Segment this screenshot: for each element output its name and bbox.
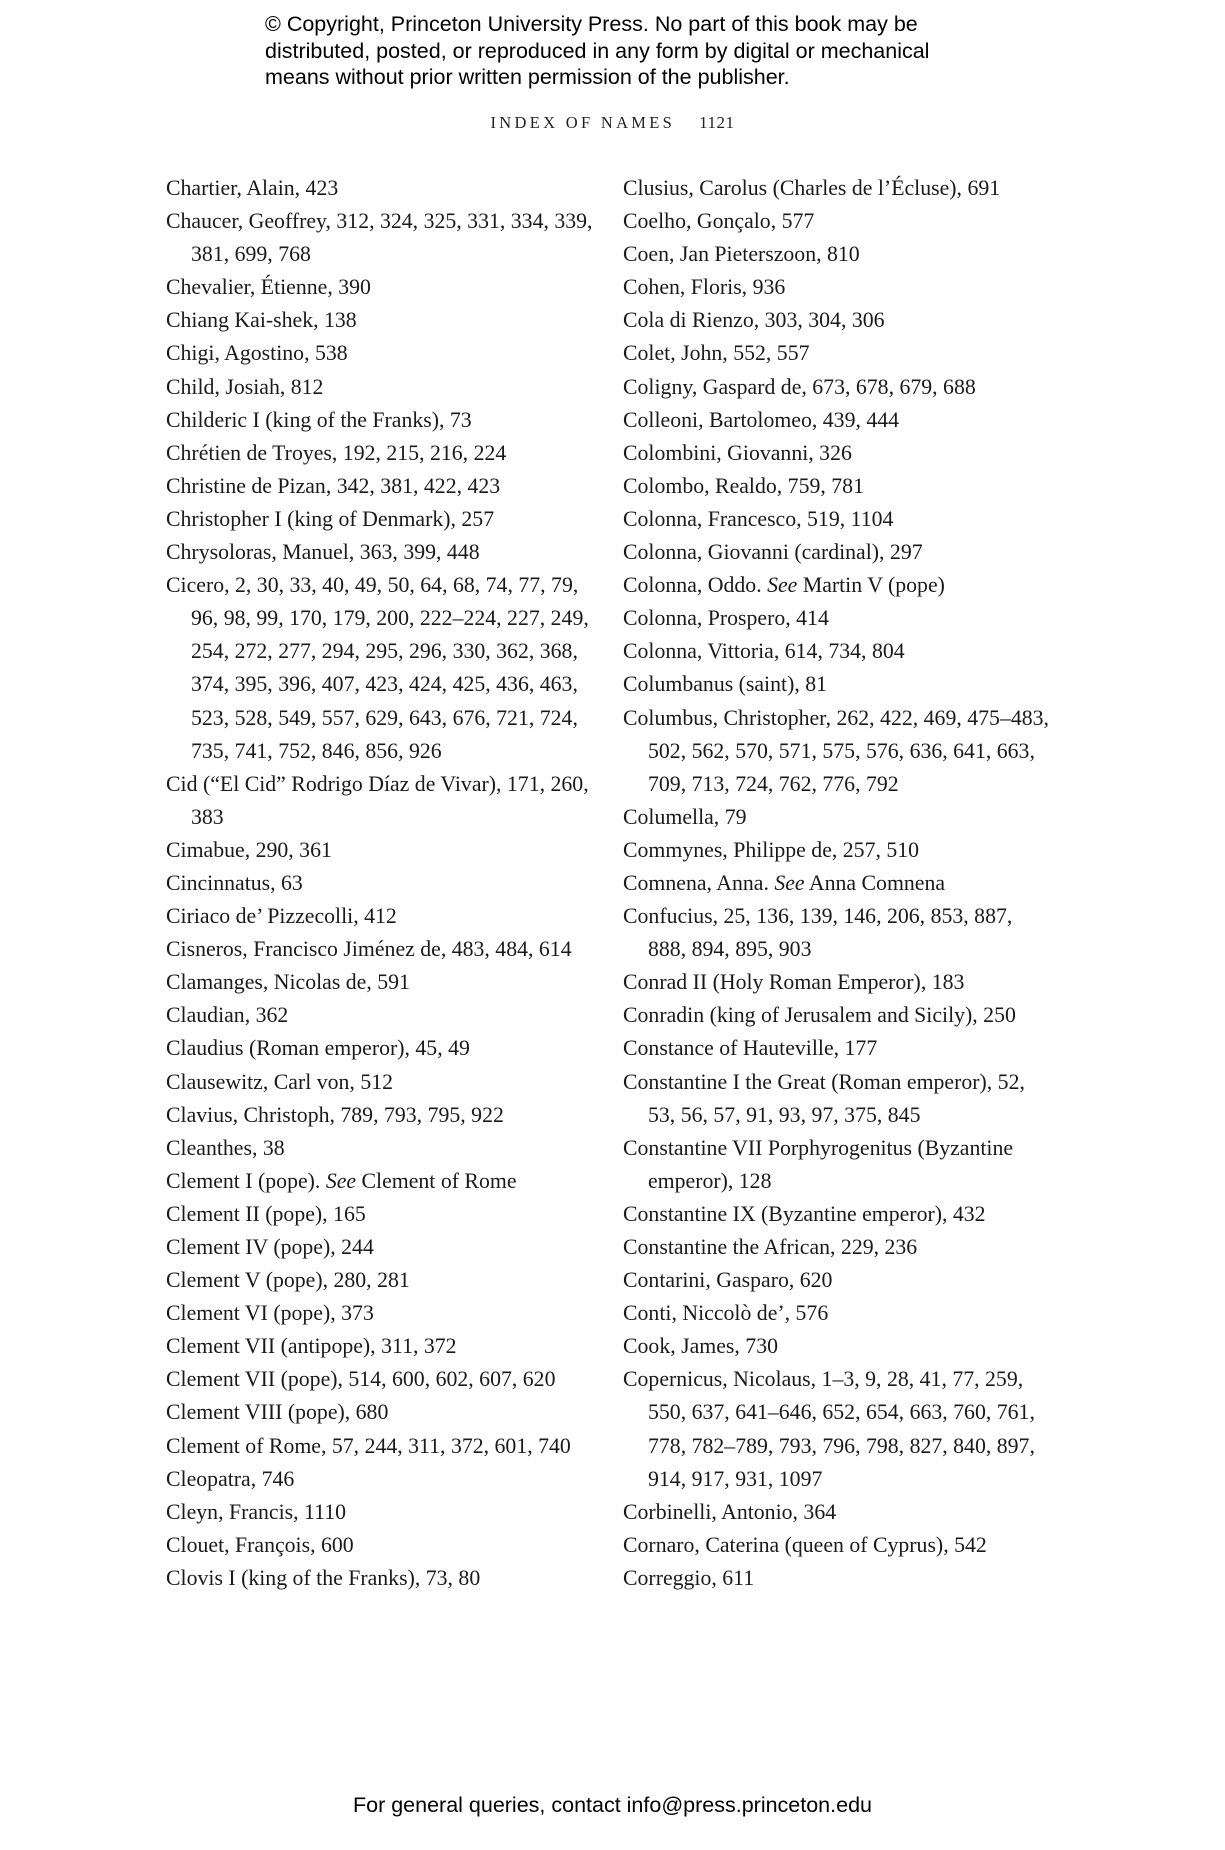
index-entry: [623, 404, 1053, 437]
index-entry: [623, 337, 1053, 370]
index-entry: [166, 1231, 596, 1264]
index-entry: [623, 304, 1053, 337]
index-entry-text: Chartier, Alain, 423: [166, 176, 339, 200]
index-entry: [623, 834, 1053, 867]
copyright-notice: [265, 11, 1025, 91]
index-entry-text: Childeric I (king of the Franks), 73: [166, 407, 472, 432]
index-entry-text: Clamanges, Nicolas de, 591: [166, 970, 410, 995]
index-entry: [623, 801, 1053, 834]
index-entry: [623, 569, 1053, 602]
index-entry-text: Cleopatra, 746: [166, 1466, 295, 1491]
index-entry: [166, 304, 596, 337]
index-entry: [623, 437, 1053, 470]
index-entry-text: Contarini, Gasparo, 620: [623, 1268, 833, 1293]
index-entry-text: Clement I (pope).: [166, 1168, 321, 1193]
index-entry-text: Comnena, Anna.: [623, 870, 769, 895]
index-entry: [623, 966, 1053, 999]
index-column-right: [623, 172, 1053, 1595]
index-entry: [166, 172, 596, 205]
index-entry: [166, 1330, 596, 1363]
index-entry-text: Clement VII (antipope), 311, 372: [166, 1334, 457, 1359]
index-entry: [623, 205, 1053, 238]
index-entry: [623, 668, 1053, 701]
index-entry: [166, 1032, 596, 1065]
index-entry: [623, 1529, 1053, 1562]
index-entry-text: Clusius, Carolus (Charles de l’Écluse), 691: [623, 176, 1001, 200]
index-entry: [623, 1132, 1053, 1198]
index-entry-text: Conrad II (Holy Roman Emperor), 183: [623, 970, 965, 995]
index-entry-text: Colonna, Prospero, 414: [623, 606, 829, 631]
index-entry: [166, 1463, 596, 1496]
index-entry: [623, 1330, 1053, 1363]
index-entry-text: Cisneros, Francisco Jiménez de, 483, 484, 614: [166, 937, 572, 962]
index-entry-text: Correggio, 611: [623, 1565, 755, 1590]
index-entry: [166, 1066, 596, 1099]
index-entry-text: Chrysoloras, Manuel, 363, 399, 448: [166, 540, 480, 565]
see-reference: See: [325, 1168, 357, 1193]
index-entry: [166, 768, 596, 834]
index-entry: [166, 271, 596, 304]
index-entry: [166, 337, 596, 370]
index-entry: [623, 1496, 1053, 1529]
index-entry: [166, 404, 596, 437]
index-entry-text: Christopher I (king of Denmark), 257: [166, 506, 495, 531]
index-entry: [623, 503, 1053, 536]
index-entry-text: Confucius, 25, 136, 139, 146, 206, 853, 887, 888, 894, 895, 903: [623, 904, 1013, 962]
index-entry-text: Cook, James, 730: [623, 1334, 778, 1359]
index-entry-text: Columbanus (saint), 81: [623, 672, 828, 697]
index-entry-text: Clouet, François, 600: [166, 1532, 354, 1557]
index-entry: [166, 1430, 596, 1463]
running-head-title: INDEX OF NAMES: [490, 113, 676, 132]
index-entry-text: Columbus, Christopher, 262, 422, 469, 475–483, 502, 562, 570, 571, 575, 576, 636, 641, 663, 709, 713, 724, 762, 776, 792: [623, 705, 1049, 796]
index-entry-text: Claudius (Roman emperor), 45, 49: [166, 1036, 470, 1061]
index-entry-text: Conradin (king of Jerusalem and Sicily), 250: [623, 1003, 1016, 1028]
index-entry-text: Chaucer, Geoffrey, 312, 324, 325, 331, 334, 339, 381, 699, 768: [166, 209, 593, 267]
index-entry: [623, 238, 1053, 271]
index-entry: [166, 437, 596, 470]
index-entry-text: Colonna, Oddo.: [623, 573, 762, 598]
index-entry-text: Chiang Kai-shek, 138: [166, 308, 357, 333]
index-entry-text: Colonna, Giovanni (cardinal), 297: [623, 540, 923, 565]
footer-contact: For general queries, contact info@press.princeton.edu: [352, 1793, 872, 1817]
index-entry-text: Cincinnatus, 63: [166, 870, 303, 895]
index-entry: [166, 536, 596, 569]
index-entry-text: Chigi, Agostino, 538: [166, 341, 348, 366]
index-entry: [166, 470, 596, 503]
index-entry: [166, 999, 596, 1032]
index-entry: [166, 966, 596, 999]
copyright-line: distributed, posted, or reproduced in any form by digital or mechanical: [265, 38, 930, 63]
index-entry-text: Columella, 79: [623, 804, 747, 829]
index-entry: [166, 1496, 596, 1529]
index-entry-text: Constantine VII Porphyrogenitus (Byzantine emperor), 128: [623, 1135, 1014, 1193]
index-entry-text: Chevalier, Étienne, 390: [166, 275, 371, 300]
index-entry-text: Constantine the African, 229, 236: [623, 1235, 918, 1259]
index-entry: [166, 867, 596, 900]
index-entry: [623, 1066, 1053, 1132]
index-entry-text: Corbinelli, Antonio, 364: [623, 1499, 837, 1524]
index-entry-text: Cicero, 2, 30, 33, 40, 49, 50, 64, 68, 74, 77, 79, 96, 98, 99, 170, 179, 200, 222–224, 227, 249, 254, 272, 277, 294, 295, 296, 330, 362, 368, 374, 395, 396, 407, 423, 424, 425, 436, 463, 523, 528, 549, 557, 629, 643, 676, 721, 724, 735, 741, 752, 846, 856, 926: [166, 573, 589, 763]
index-entry: [166, 1198, 596, 1231]
index-entry-text: Colombini, Giovanni, 326: [623, 440, 852, 465]
index-entry: [623, 371, 1053, 404]
index-entry-text: Clavius, Christoph, 789, 793, 795, 922: [166, 1102, 504, 1127]
index-entry: [166, 1396, 596, 1429]
index-entry-text: Commynes, Philippe de, 257, 510: [623, 837, 920, 862]
index-entry-text: Clement VII (pope), 514, 600, 602, 607, 620: [166, 1367, 556, 1392]
index-entry-text: Constantine IX (Byzantine emperor), 432: [623, 1201, 986, 1226]
index-entry-text: Claudian, 362: [166, 1003, 289, 1028]
index-entry: [623, 470, 1053, 503]
see-target: Clement of Rome: [361, 1168, 517, 1193]
index-entry-text: Clausewitz, Carl von, 512: [166, 1069, 394, 1094]
index-entry: [623, 1363, 1053, 1495]
see-reference: See: [767, 573, 798, 598]
index-entry: [623, 702, 1053, 801]
index-entry-text: Cimabue, 290, 361: [166, 837, 332, 862]
index-entry: [623, 867, 1053, 900]
index-entry-text: Clement V (pope), 280, 281: [166, 1268, 410, 1293]
index-entry: [623, 999, 1053, 1032]
index-entry: [166, 371, 596, 404]
see-target: Anna Comnena: [808, 870, 946, 895]
index-entry-text: Coligny, Gaspard de, 673, 678, 679, 688: [623, 374, 976, 399]
index-entry-text: Copernicus, Nicolaus, 1–3, 9, 28, 41, 77, 259, 550, 637, 641–646, 652, 654, 663, 760, 761, 778, 782–789, 793, 796, 798, 827, 840, 897, 914, 917, 931, 1097: [623, 1367, 1035, 1491]
index-entry: [166, 933, 596, 966]
index-entry: [166, 834, 596, 867]
index-entry-text: Cohen, Floris, 936: [623, 275, 786, 300]
index-entry-text: Colonna, Vittoria, 614, 734, 804: [623, 639, 905, 664]
index-entry: [623, 1264, 1053, 1297]
index-column-left: [166, 172, 596, 1595]
index-entry-text: Cleanthes, 38: [166, 1135, 285, 1160]
index-entry-text: Clement II (pope), 165: [166, 1201, 366, 1226]
index-entry-text: Constantine I the Great (Roman emperor), 52, 53, 56, 57, 91, 93, 97, 375, 845: [623, 1069, 1025, 1127]
index-entry: [623, 1032, 1053, 1065]
index-entry-text: Colonna, Francesco, 519, 1104: [623, 506, 894, 531]
index-entry-text: Constance of Hauteville, 177: [623, 1036, 878, 1061]
index-entry-text: Clovis I (king of the Franks), 73, 80: [166, 1565, 481, 1590]
see-reference: See: [774, 870, 805, 895]
index-entry-text: Christine de Pizan, 342, 381, 422, 423: [166, 473, 501, 498]
index-entry-text: Colleoni, Bartolomeo, 439, 444: [623, 407, 900, 432]
copyright-line: means without prior written permission of the publisher.: [265, 65, 790, 89]
index-entry-text: Conti, Niccolò de’, 576: [623, 1301, 829, 1326]
index-entry: [166, 900, 596, 933]
index-entry: [623, 602, 1053, 635]
index-entry: [166, 1165, 596, 1198]
see-target: Martin V (pope): [802, 573, 945, 598]
index-entry: [166, 205, 596, 271]
index-entry: [623, 1297, 1053, 1330]
index-entry-text: Child, Josiah, 812: [166, 374, 324, 399]
index-entry: [166, 569, 596, 768]
index-entry: [166, 1264, 596, 1297]
index-entry-text: Coelho, Gonçalo, 577: [623, 209, 815, 234]
index-entry-text: Coen, Jan Pieterszoon, 810: [623, 242, 860, 267]
index-entry-text: Cid (“El Cid” Rodrigo Díaz de Vivar), 171, 260, 383: [166, 771, 589, 829]
running-head: [0, 113, 1225, 133]
index-entry: [623, 900, 1053, 966]
index-entry: [623, 1231, 1053, 1264]
index-entry-text: Ciriaco de’ Pizzecolli, 412: [166, 904, 397, 929]
index-entry-text: Clement VI (pope), 373: [166, 1301, 374, 1326]
index-entry: [166, 1297, 596, 1330]
copyright-line: © Copyright, Princeton University Press. No part of this book may be: [265, 12, 918, 36]
index-entry: [623, 635, 1053, 668]
index-entry-text: Clement IV (pope), 244: [166, 1235, 374, 1259]
index-entry-text: Chrétien de Troyes, 192, 215, 216, 224: [166, 440, 507, 465]
index-entry-text: Cola di Rienzo, 303, 304, 306: [623, 308, 885, 333]
index-entry: [166, 1529, 596, 1562]
index-entry-text: Clement VIII (pope), 680: [166, 1400, 389, 1425]
index-entry: [166, 503, 596, 536]
index-entry: [166, 1132, 596, 1165]
index-entry: [623, 536, 1053, 569]
index-entry: [166, 1562, 596, 1595]
index-entry: [623, 1562, 1053, 1595]
index-entry: [623, 271, 1053, 304]
index-entry-text: Cornaro, Caterina (queen of Cyprus), 542: [623, 1532, 987, 1557]
index-entry-text: Colombo, Realdo, 759, 781: [623, 473, 864, 498]
index-entry-text: Colet, John, 552, 557: [623, 341, 810, 366]
index-entry: [166, 1363, 596, 1396]
page-number: 1121: [699, 113, 735, 132]
index-entry-text: Cleyn, Francis, 1110: [166, 1499, 347, 1524]
index-entry: [623, 1198, 1053, 1231]
index-entry: [166, 1099, 596, 1132]
index-entry: [623, 172, 1053, 205]
index-entry-text: Clement of Rome, 57, 244, 311, 372, 601, 740: [166, 1433, 571, 1458]
